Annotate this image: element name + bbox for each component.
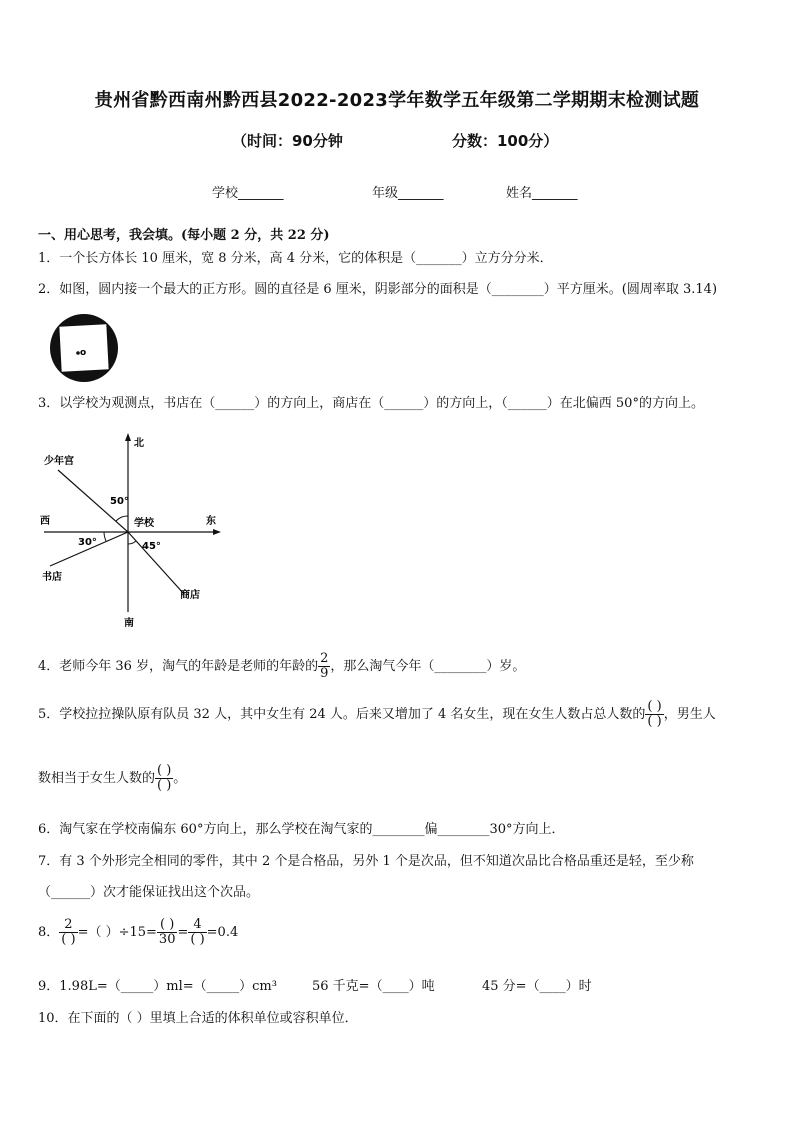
q4-fraction: $\frac{2}{9}$ bbox=[320, 651, 329, 681]
name-field: 姓名_______ bbox=[506, 186, 578, 201]
label-angle-30: 30° bbox=[78, 537, 97, 548]
question-8: 8． $\frac{2}{( )}$ =（ ）÷15= $\frac{( )}{30}$ = $\frac{4}{( )}$ =0.4 bbox=[38, 917, 239, 947]
question-3: 3．以学校为观测点，书店在（______）的方向上，商店在（______）的方向上，（______）在北偏西 50°的方向上。 bbox=[38, 396, 704, 411]
q5-fraction-1: $\frac{( )}{( )}$ bbox=[647, 699, 662, 729]
label-bookstore: 书店 bbox=[42, 572, 62, 583]
label-shop: 商店 bbox=[180, 590, 200, 601]
question-9-part-b: 56 千克=（____）吨 bbox=[312, 979, 435, 994]
arc-50 bbox=[116, 516, 128, 521]
north-arrow bbox=[125, 433, 131, 441]
circle-square-figure bbox=[44, 312, 124, 384]
label-youth-palace: 少年宫 bbox=[44, 456, 74, 467]
question-5-line2: 数相当于女生人数的 $\frac{( )}{( )}$ 。 bbox=[38, 763, 187, 793]
question-5-line1: 5．学校拉拉操队原有队员 32 人，其中女生有 24 人。后来又增加了 4 名女生，现在女生人数占总人数的 $\frac{( )}{( )}$ ，男生人 bbox=[38, 699, 716, 729]
question-6: 6．淘气家在学校南偏东 60°方向上，那么学校在淘气家的________偏________30°方向上． bbox=[38, 822, 565, 837]
center-label: o bbox=[80, 348, 87, 358]
grade-field: 年级_______ bbox=[372, 186, 444, 201]
q8-fraction-2: $\frac{( )}{30}$ bbox=[158, 917, 176, 947]
label-angle-50: 50° bbox=[110, 496, 129, 507]
q5-fraction-2: $\frac{( )}{( )}$ bbox=[157, 763, 172, 793]
label-school: 学校 bbox=[134, 518, 154, 529]
question-9-part-a: 9．1.98L=（_____）ml=（_____）cm³ bbox=[38, 979, 277, 994]
question-1: 1．一个长方体长 10 厘米，宽 8 分米，高 4 分米，它的体积是（_______）立方分分米． bbox=[38, 251, 553, 266]
q4-text-after: ，那么淘气今年（________）岁。 bbox=[330, 659, 526, 674]
east-arrow bbox=[213, 529, 221, 535]
page-title: 贵州省黔西南州黔西县2022-2023学年数学五年级第二学期期末检测试题 bbox=[94, 90, 700, 111]
label-angle-45: 45° bbox=[142, 541, 161, 552]
question-4 bbox=[38, 652, 525, 681]
q8-fraction-3: $\frac{4}{( )}$ bbox=[190, 917, 205, 947]
q8-fraction-1: $\frac{2}{( )}$ bbox=[61, 917, 76, 947]
question-9-part-c: 45 分=（____）时 bbox=[482, 979, 592, 994]
section-heading: 一、用心思考，我会填。(每小题 2 分，共 22 分) bbox=[38, 228, 330, 243]
question-7-line1: 7．有 3 个外形完全相同的零件，其中 2 个是合格品，另外 1 个是次品，但不知道次品比合格品重还是轻，至少称 bbox=[38, 854, 694, 869]
question-2: 2．如图，圆内接一个最大的正方形。圆的直径是 6 厘米，阴影部分的面积是（________）平方厘米。(圆周率取 3.14) bbox=[38, 282, 718, 297]
question-10: 10．在下面的（ ）里填上合适的体积单位或容积单位． bbox=[38, 1011, 358, 1026]
question-7-line2: （______）次才能保证找出这个次品。 bbox=[38, 885, 260, 900]
arc-45 bbox=[128, 541, 136, 544]
exam-time: （时间：90分钟 bbox=[232, 132, 343, 150]
label-north: 北 bbox=[134, 438, 144, 449]
label-south: 南 bbox=[124, 618, 134, 629]
direction-diagram bbox=[34, 430, 234, 630]
q4-text-before: 4．老师今年 36 岁，淘气的年龄是老师的年龄的 bbox=[38, 659, 319, 674]
arc-30 bbox=[104, 532, 106, 541]
school-field: 学校_______ bbox=[212, 186, 284, 201]
label-west: 西 bbox=[40, 516, 50, 527]
label-east: 东 bbox=[206, 516, 216, 527]
exam-score: 分数：100分） bbox=[452, 132, 559, 150]
